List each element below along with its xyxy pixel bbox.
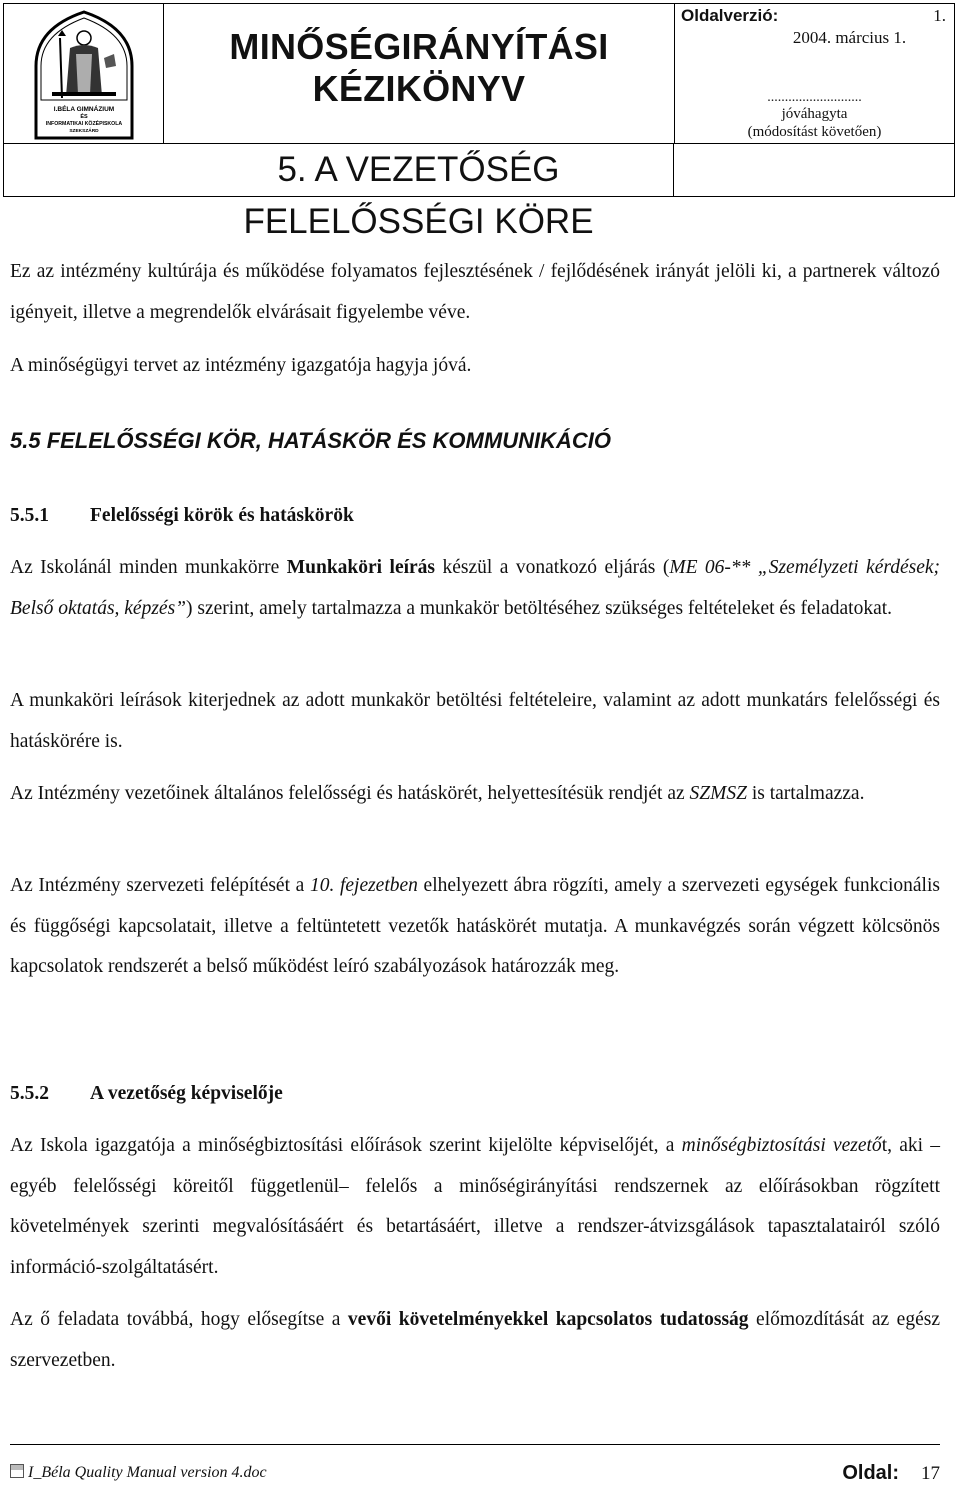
subsection-heading-2 xyxy=(10,1083,283,1105)
logo-text-line-2: ÉS xyxy=(80,114,88,120)
intro-paragraph-1: Ez az intézmény kultúrája és működése folyamatos fejlesztésének / fejlődésének irányát jelöli ki, a partnerek változó igényeit, illetve a megrendelők elvárásait figyelembe véve. xyxy=(10,261,940,323)
chapter-reference: 10. fejezetben xyxy=(309,875,418,896)
paragraph-representative xyxy=(10,1126,940,1288)
procedure-reference: ME 06-** „Személyzeti kérdések; Belső oktatás, képzés” xyxy=(10,557,941,619)
subsection-title: Felelősségi körök és hatáskörök xyxy=(90,505,354,526)
approval-signature-line: ........................... xyxy=(767,90,862,105)
section-heading: 5.5 FELELŐSSÉGI KÖR, HATÁSKÖR ÉS KOMMUNIKÁCIÓ xyxy=(10,428,611,453)
title-line-1: MINŐSÉGIRÁNYÍTÁSI xyxy=(229,26,609,67)
bold-term: vevői követelményekkel kapcsolatos tudatosság xyxy=(347,1309,749,1330)
footer-divider xyxy=(10,1444,940,1445)
version-row xyxy=(681,6,946,26)
footer-file xyxy=(10,1464,267,1482)
subsection-number: 5.5.2 xyxy=(10,1083,49,1104)
paragraph-customer-awareness xyxy=(10,1300,940,1381)
document-header xyxy=(3,3,955,241)
text-run: Az Intézmény szervezeti felépítését a xyxy=(10,875,310,896)
logo-cell xyxy=(4,4,164,144)
text-run: Az ő feladata továbbá, hogy elősegítse a xyxy=(10,1309,348,1330)
approved-label: jóváhagyta xyxy=(781,106,848,122)
text-run: t, aki –egyéb felelősségi köreitől függetlenül– felelős a minőségirányítási rendszernek az előírásokban rögzített követelmények szerinti megvalósításáért és betartásáért, illetve a rendszer-átvizsgálások tapasztalatairól szóló információ-szolgáltatásért. xyxy=(10,1135,940,1278)
role-term: minőségbiztosítási vezető xyxy=(681,1135,882,1156)
text-run: készül a vonatkozó eljárás ( xyxy=(435,557,670,578)
text-run: is tartalmazza. xyxy=(746,783,865,804)
text-run: Az Iskolánál minden munkakörre xyxy=(10,557,287,578)
text-run: Az Intézmény vezetőinek általános felelősségi és hatáskörét, helyettesítésük rendjét az xyxy=(10,783,690,804)
document-file-icon xyxy=(10,1464,24,1478)
version-label: Oldalverzió: xyxy=(681,6,779,25)
subsection-number: 5.5.1 xyxy=(10,505,49,526)
subsection-title: A vezetőség képviselője xyxy=(90,1083,283,1104)
approved-note: (módosítást követően) xyxy=(747,124,882,140)
version-box xyxy=(674,4,954,144)
text-run: előmozdítását az egész szervezetben. xyxy=(10,1309,940,1371)
text-run: Az Iskola igazgatója a minőségbiztosítási előírások szerint kijelölte képviselőjét, a xyxy=(10,1135,682,1156)
version-date: 2004. március 1. xyxy=(792,28,907,47)
text-run: elhelyezett ábra rögzíti, amely a szervezeti egységek funkcionális és függőségi kapcsolatait, illetve a feltüntetett vezetők hatáskörét mutatja. A munkavégzés során végzett kölcsönös kapcsolatok rendszerét a belső működést leíró szabályozások határozzák meg. xyxy=(10,875,940,977)
footer-page xyxy=(842,1462,940,1485)
manual-title xyxy=(164,4,674,144)
paragraph-org-structure xyxy=(10,866,940,988)
szmsz-reference: SZMSZ xyxy=(689,783,747,804)
text-run: ) szerint, amely tartalmazza a munkakör betöltéséhez szükséges feltételeket és feladatokat. xyxy=(186,597,893,619)
page-label: Oldal: xyxy=(842,1462,899,1484)
subsection-heading-1 xyxy=(10,505,354,527)
logo-text-line-3: INFORMATIKAI KÖZÉPISKOLA xyxy=(45,121,123,127)
version-number: 1. xyxy=(933,6,946,25)
intro-paragraph-2: A minőségügyi tervet az intézmény igazgatója hagyja jóvá. xyxy=(10,355,472,376)
paragraph-job-scope: A munkaköri leírások kiterjednek az adott munkakör betöltési feltételeire, valamint az adott munkatárs felelősségi és hatáskörére is. xyxy=(10,690,940,752)
school-logo xyxy=(30,8,138,140)
logo-text-line-1: I.BÉLA GIMNÁZIUM xyxy=(53,106,115,113)
bold-term: Munkaköri leírás xyxy=(286,557,436,578)
paragraph-job-descriptions xyxy=(10,548,940,629)
footer-file-name: I_Béla Quality Manual version 4.doc xyxy=(28,1464,267,1481)
paragraph-szmsz xyxy=(10,774,940,815)
logo-text-line-4: SZEKSZÁRD xyxy=(69,129,99,134)
chapter-title: 5. A VEZETŐSÉG FELELŐSSÉGI KÖRE xyxy=(164,144,674,196)
title-line-2: KÉZIKÖNYV xyxy=(312,68,526,109)
page-number: 17 xyxy=(921,1463,940,1484)
